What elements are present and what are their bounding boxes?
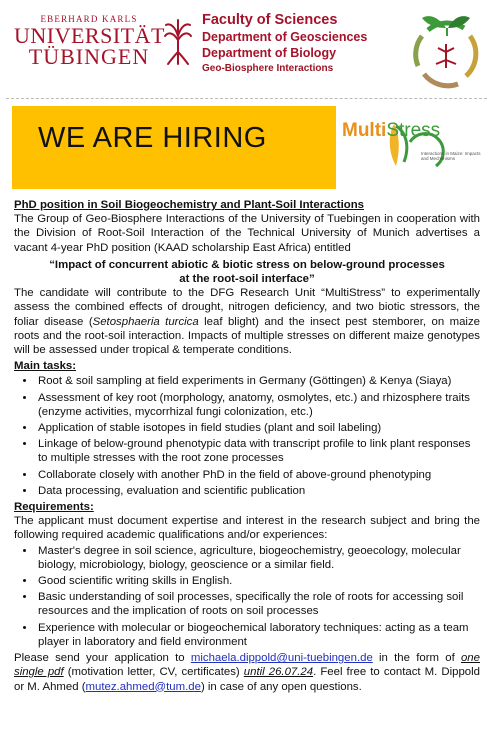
description-part-b: leaf blight) and the insect pest stemborer, on maize roots and the root-soil interaction. Impacts of multiple stresses on different maize genotypes will be assessed under tropical & temperate conditions.	[14, 315, 480, 357]
faculty-block	[202, 11, 367, 77]
application-text-5: ) in case of any open questions.	[200, 680, 362, 693]
pathogen-name: Setosphaeria turcica	[92, 315, 199, 328]
application-text-1: Please send your application to	[14, 652, 191, 665]
project-title-line2: at the root-soil interface”	[179, 273, 315, 286]
group-name: Geo-Biosphere Interactions	[202, 63, 334, 74]
description-part-a: The candidate will contribute to the DFG Research Unit “MultiStress” to experimentally assess the combined effects of drought, nitrogen deficiency, and two biotic stressors, the foliar disease (	[14, 287, 480, 328]
tasks-list	[14, 374, 480, 498]
deadline: until 26.07.24	[243, 666, 314, 679]
task-item: • Data processing, evaluation and scientific publication	[36, 484, 480, 498]
hiring-banner-text: WE ARE HIRING	[38, 122, 267, 154]
single-pdf-note: one single pdf	[14, 652, 480, 679]
application-instructions	[14, 651, 480, 694]
requirement-item: • Good scientific writing skills in English.	[36, 574, 480, 588]
palm-tree-icon	[163, 18, 193, 66]
task-item: • Root & soil sampling at field experiments in Germany (Göttingen) & Kenya (Siaya)	[36, 374, 480, 388]
geo-biosphere-logo-icon	[408, 8, 484, 92]
requirement-item: • Master's degree in soil science, agriculture, biogeochemistry, geoecology, molecular biology, microbiology, biology, geoscience or a similar field.	[36, 544, 480, 572]
tasks-heading: Main tasks:	[14, 360, 77, 373]
university-name-line3: TÜBINGEN	[28, 44, 150, 69]
header-divider	[6, 98, 487, 99]
task-item: • Application of stable isotopes in field studies (plant and soil labeling)	[36, 421, 480, 435]
position-title: PhD position in Soil Biogeochemistry and Plant-Soil Interactions	[14, 199, 364, 211]
hiring-banner	[12, 106, 336, 189]
requirement-item: • Basic understanding of soil processes, specifically the role of roots for accessing soil resources and the implication of roots on soil processes	[36, 590, 480, 618]
department-biology: Department of Biology	[202, 46, 337, 60]
requirements-list	[14, 544, 480, 649]
email-link-ahmed[interactable]: mutez.ahmed@tum.de	[85, 680, 201, 693]
application-text-2: in the form of	[372, 652, 461, 665]
university-name-line1: EBERHARD KARLS	[40, 14, 138, 24]
multistress-wordmark	[342, 120, 440, 142]
university-name-line2: UNIVERSITÄT	[14, 23, 165, 48]
application-text-4: . Feel free to contact M. Dippold or M. Ahmed (	[14, 666, 480, 693]
requirements-heading: Requirements:	[14, 501, 94, 514]
position-intro: The Group of Geo-Biosphere Interactions of the University of Tuebingen in cooperation with the Division of Root-Soil Interaction of the Technical University of Munich advertises a vacant 4-year PhD position (KAAD scholarship East Africa) entitled	[14, 213, 480, 254]
task-item: • Linkage of below-ground phenotypic data with transcript profile to link plant responses to multiple stresses with the root zone processes	[36, 437, 480, 465]
multistress-stress: Stress	[386, 120, 441, 141]
task-item: • Collaborate closely with another PhD in the field of above-ground phenotyping	[36, 468, 480, 482]
project-description	[14, 286, 480, 357]
multistress-multi: Multi	[342, 120, 387, 141]
requirements-intro: The applicant must document expertise and interest in the research subject and bring the following required academic qualifications and/or experiences:	[14, 515, 480, 542]
job-posting	[14, 198, 480, 694]
multistress-tagline: Interactions in Maize: Impacts and Mechanisms	[421, 151, 481, 161]
header	[0, 0, 493, 100]
task-item: • Assessment of key root (morphology, anatomy, osmolytes, etc.) and rhizosphere traits (enzyme activities, mycorrhizal fungi colonization, etc.)	[36, 391, 480, 419]
university-logo	[14, 14, 164, 67]
project-title-line1: “Impact of concurrent abiotic & biotic stress on below-ground processes	[49, 258, 445, 271]
requirement-item: • Experience with molecular or biogeochemical laboratory techniques: acting as a team player in laboratory and field environment	[36, 621, 480, 649]
project-title	[14, 258, 480, 286]
department-geosciences: Department of Geosciences	[202, 30, 368, 44]
faculty-name: Faculty of Sciences	[202, 12, 338, 28]
application-text-3: (motivation letter, CV, certificates)	[63, 666, 244, 679]
email-link-dippold[interactable]: michaela.dippold@uni-tuebingen.de	[190, 652, 373, 665]
